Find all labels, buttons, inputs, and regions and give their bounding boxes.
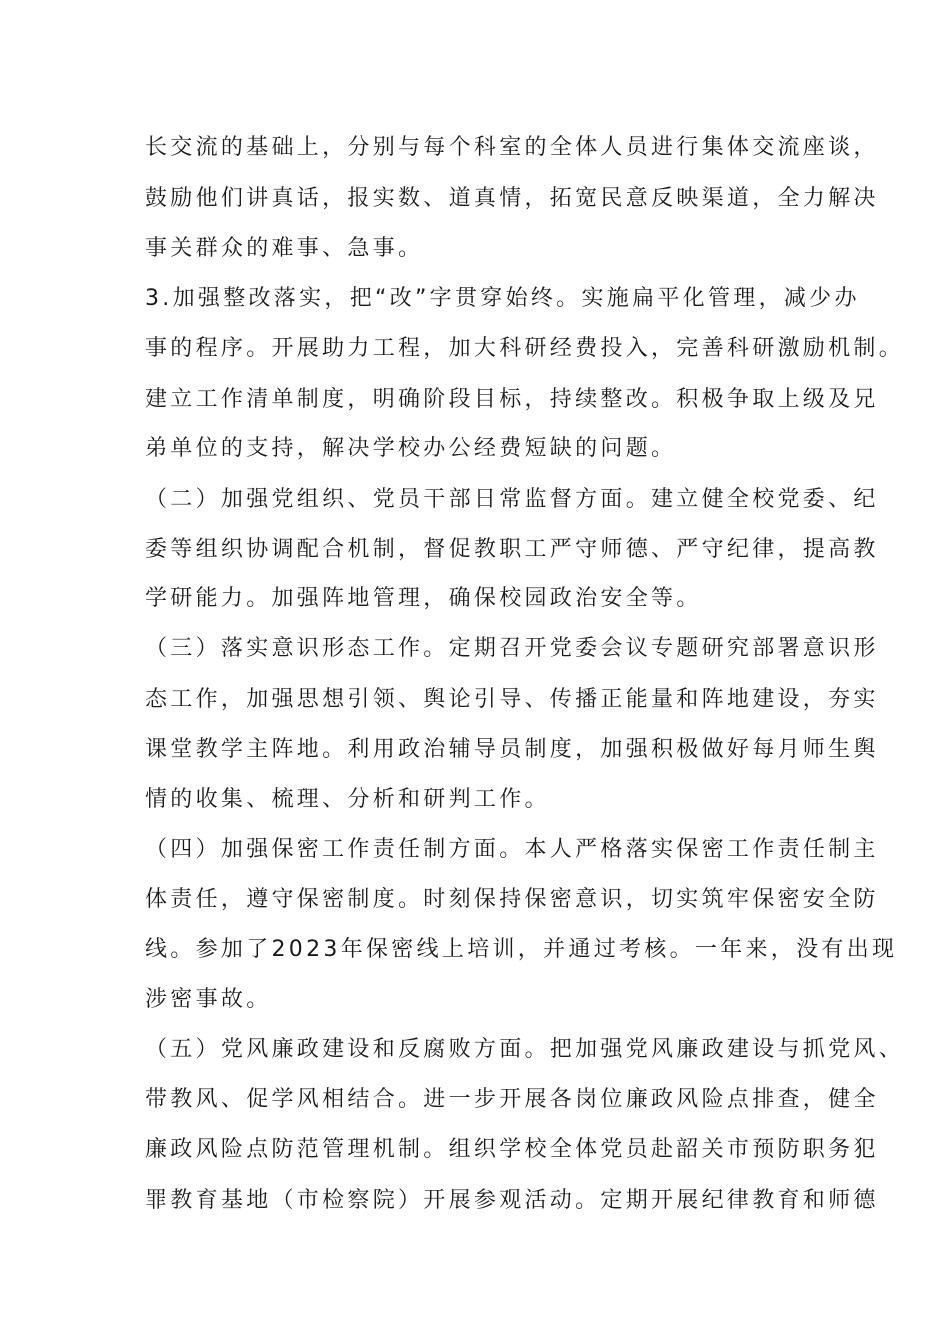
text-line-1: 长交流的基础上，分别与每个科室的全体人员进行集体交流座谈， [145, 135, 879, 160]
text-line-21: 廉政风险点防范管理机制。组织学校全体党员赴韶关市预防职务犯 [145, 1137, 879, 1162]
text-line-22: 罪教育基地（市检察院）开展参观活动。定期开展纪律教育和师德 [145, 1188, 879, 1213]
text-line-19: （五）党风廉政建设和反腐败方面。把加强党风廉政建设与抓党风、 [145, 1037, 905, 1062]
text-line-10: 学研能力。加强阵地管理，确保校园政治安全等。 [145, 586, 702, 611]
text-line-16: 体责任，遵守保密制度。时刻保持保密意识，切实筑牢保密安全防 [145, 887, 879, 912]
text-line-2: 鼓励他们讲真话，报实数、道真情，拓宽民意反映渠道，全力解决 [145, 186, 879, 211]
text-line-4: 3.加强整改落实，把“改”字贯穿始终。实施扁平化管理，减少办 [145, 286, 860, 311]
text-line-15: （四）加强保密工作责任制方面。本人严格落实保密工作责任制主 [145, 837, 879, 862]
text-line-7: 弟单位的支持，解决学校办公经费短缺的问题。 [145, 436, 677, 461]
text-line-11: （三）落实意识形态工作。定期召开党委会议专题研究部署意识形 [145, 636, 879, 661]
text-line-13: 课堂教学主阵地。利用政治辅导员制度，加强积极做好每月师生舆 [145, 737, 879, 762]
text-line-9: 委等组织协调配合机制，督促教职工严守师德、严守纪律，提高教 [145, 537, 879, 562]
text-line-5: 事的程序。开展助力工程，加大科研经费投入，完善科研激励机制。 [145, 336, 905, 361]
text-line-14: 情的收集、梳理、分析和研判工作。 [145, 787, 550, 812]
text-line-6: 建立工作清单制度，明确阶段目标，持续整改。积极争取上级及兄 [145, 387, 879, 412]
text-line-18: 涉密事故。 [145, 987, 272, 1012]
text-line-12: 态工作，加强思想引领、舆论引导、传播正能量和阵地建设，夯实 [145, 687, 879, 712]
text-line-20: 带教风、促学风相结合。进一步开展各岗位廉政风险点排查，健全 [145, 1087, 879, 1112]
text-line-3: 事关群众的难事、急事。 [145, 236, 424, 261]
text-line-8: （二）加强党组织、党员干部日常监督方面。建立健全校党委、纪 [145, 487, 879, 512]
text-line-17: 线。参加了2023年保密线上培训，并通过考核。一年来，没有出现 [145, 937, 898, 962]
